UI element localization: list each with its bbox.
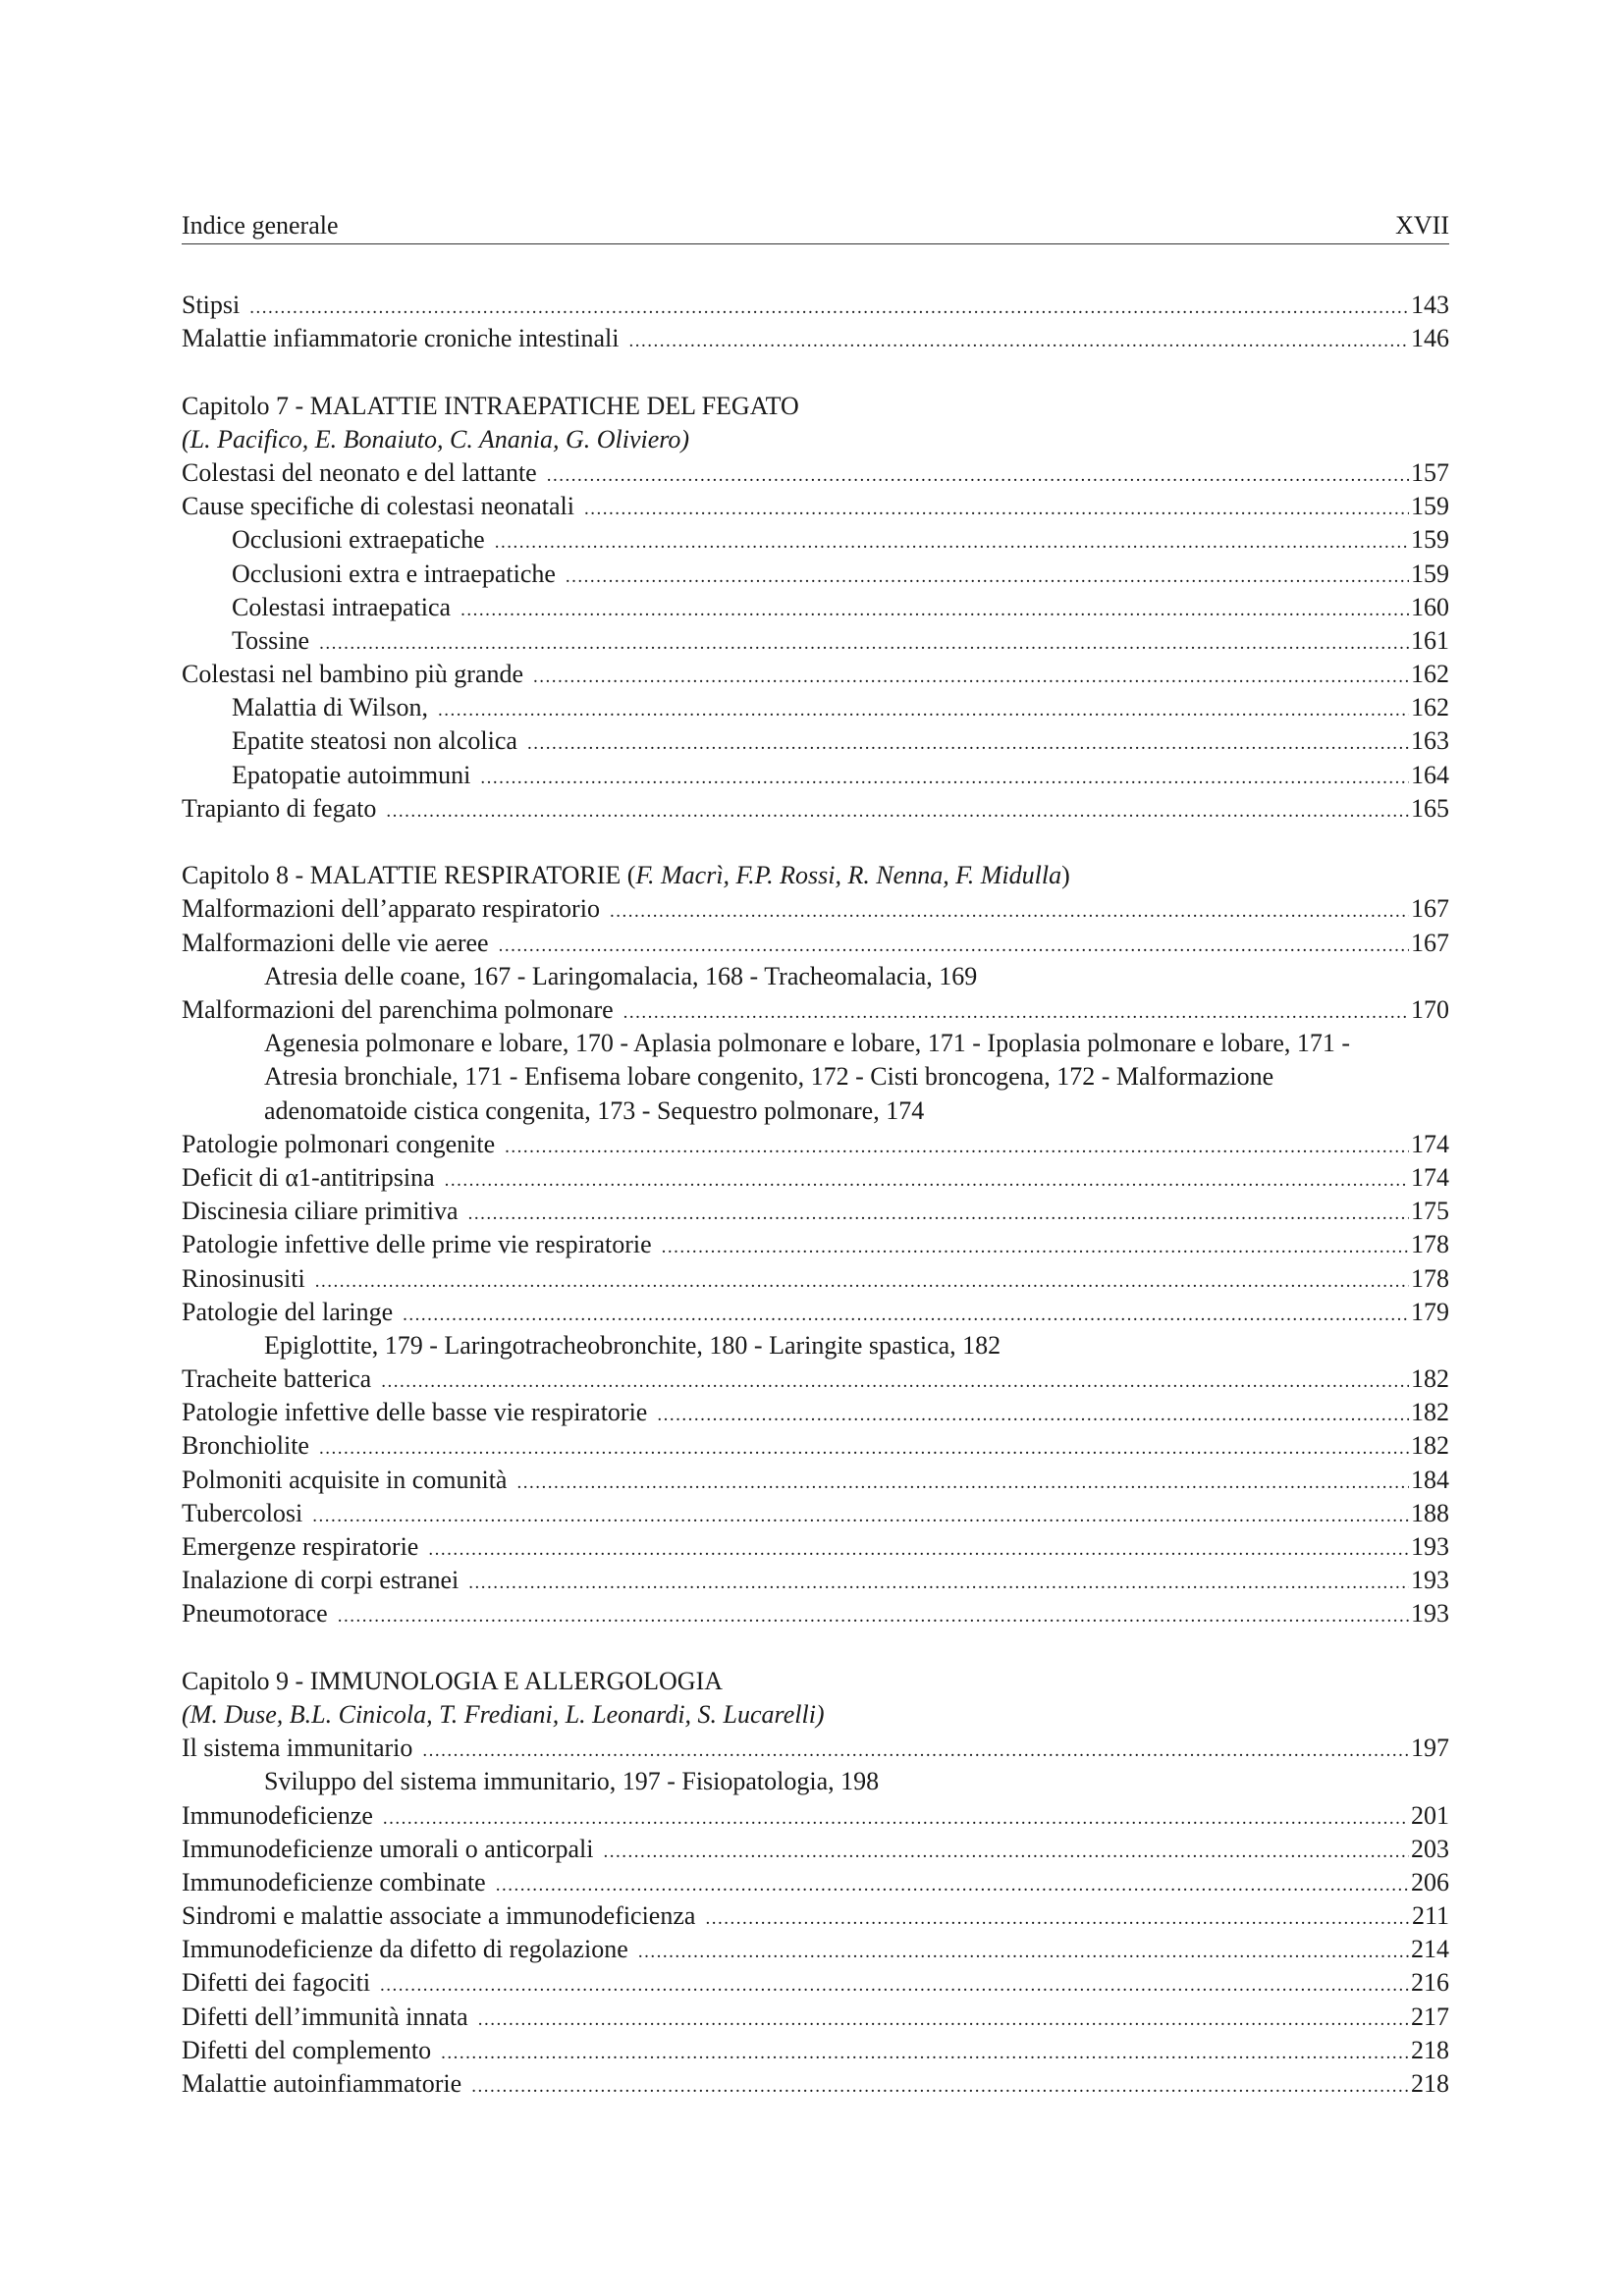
toc-entry[interactable] bbox=[182, 1966, 1449, 2000]
entry-title: Tracheite batterica bbox=[182, 1364, 372, 1394]
toc-entry[interactable] bbox=[182, 1799, 1449, 1833]
toc-entry[interactable] bbox=[182, 1530, 1449, 1564]
entry-title: Immunodeficienze da difetto di regolazione bbox=[182, 1935, 628, 1964]
entry-title: Malformazioni del parenchima polmonare bbox=[182, 994, 614, 1024]
chapter-authors-line: (M. Duse, B.L. Cinicola, T. Frediani, L. Leonardi, S. Lucarelli) bbox=[182, 1699, 825, 1729]
entry-title: Patologie infettive delle prime vie respiratorie bbox=[182, 1230, 652, 1259]
toc-subentry[interactable] bbox=[182, 759, 1449, 792]
entry-page-number: 163 bbox=[1411, 726, 1449, 756]
entry-page-number: 214 bbox=[1411, 1935, 1449, 1964]
toc-entry[interactable] bbox=[182, 1262, 1449, 1296]
entry-title: Colestasi nel bambino più grande bbox=[182, 660, 524, 689]
entry-page-number: 218 bbox=[1411, 2069, 1449, 2099]
entry-title: Deficit di α1-antitripsina bbox=[182, 1162, 435, 1192]
chapter-title: Capitolo 9 - IMMUNOLOGIA E ALLERGOLOGIA bbox=[182, 1666, 724, 1695]
dot-leader bbox=[527, 727, 1409, 761]
chapter-authors: L. Pacifico, E. Bonaiuto, C. Anania, G. Oliviero bbox=[189, 424, 681, 454]
running-header bbox=[182, 204, 1449, 244]
entry-title: Epatopatie autoimmuni bbox=[232, 760, 471, 789]
entry-title: Bronchiolite bbox=[182, 1431, 309, 1461]
dot-leader bbox=[319, 627, 1409, 661]
entry-page-number: 146 bbox=[1411, 324, 1449, 353]
dot-leader bbox=[428, 1533, 1409, 1567]
subtopic-list: Sviluppo del sistema immunitario, 197 - Fisiopatologia, 198 bbox=[264, 1767, 880, 1796]
dot-leader bbox=[468, 1198, 1409, 1231]
entry-page-number: 143 bbox=[1411, 291, 1449, 319]
entry-page-number: 167 bbox=[1411, 928, 1449, 957]
entry-page-number: 182 bbox=[1411, 1431, 1449, 1461]
section-spacer bbox=[182, 1631, 1449, 1665]
toc-entry[interactable] bbox=[182, 1195, 1449, 1228]
entry-page-number: 182 bbox=[1411, 1398, 1449, 1427]
entry-title: Patologie polmonari congenite bbox=[182, 1129, 496, 1158]
toc-entry[interactable] bbox=[182, 658, 1449, 691]
page bbox=[182, 204, 1449, 2101]
entry-page-number: 201 bbox=[1411, 1800, 1449, 1830]
dot-leader bbox=[315, 1265, 1409, 1299]
entry-page-number: 161 bbox=[1411, 625, 1449, 655]
dot-leader bbox=[603, 1836, 1409, 1869]
dot-leader bbox=[547, 459, 1409, 493]
entry-title: Malformazioni dell’apparato respiratorio bbox=[182, 894, 600, 924]
dot-leader bbox=[445, 1164, 1409, 1198]
toc-entry[interactable] bbox=[182, 1296, 1449, 1329]
chapter-title: Capitolo 8 - MALATTIE RESPIRATORIE bbox=[182, 861, 622, 890]
dot-leader bbox=[441, 2037, 1409, 2070]
toc-entry[interactable] bbox=[182, 1564, 1449, 1597]
entry-title: Immunodeficienze bbox=[182, 1800, 373, 1830]
toc-entry[interactable] bbox=[182, 1362, 1449, 1396]
running-header-title: Indice generale bbox=[182, 211, 339, 240]
entry-page-number: 218 bbox=[1411, 2035, 1449, 2064]
chapter-authors: M. Duse, B.L. Cinicola, T. Frediani, L. Leonardi, S. Lucarelli bbox=[189, 1699, 816, 1729]
entry-page-number: 188 bbox=[1411, 1498, 1449, 1527]
entry-page-number: 159 bbox=[1411, 559, 1449, 588]
chapter-title: Capitolo 7 - MALATTIE INTRAEPATICHE DEL FEGATO bbox=[182, 391, 799, 420]
entry-title: Malattie autoinfiammatorie bbox=[182, 2069, 462, 2099]
toc-entry[interactable] bbox=[182, 289, 1449, 322]
toc-subentry[interactable] bbox=[182, 624, 1449, 658]
toc-entry[interactable] bbox=[182, 1732, 1449, 1765]
dot-leader bbox=[638, 1936, 1409, 1969]
entry-page-number: 174 bbox=[1411, 1129, 1449, 1158]
subtopic-list: Epiglottite, 179 - Laringotracheobronchite, 180 - Laringite spastica, 182 bbox=[264, 1330, 1001, 1360]
chapter-authors: F. Macrì, F.P. Rossi, R. Nenna, F. Midulla bbox=[635, 861, 1062, 890]
entry-title: Difetti dell’immunità innata bbox=[182, 2002, 468, 2031]
toc-subentry[interactable] bbox=[182, 724, 1449, 758]
section-spacer bbox=[182, 355, 1449, 389]
dot-leader bbox=[584, 493, 1409, 526]
dot-leader bbox=[319, 1432, 1409, 1466]
entry-title: Difetti dei fagociti bbox=[182, 1968, 371, 1998]
dot-leader bbox=[478, 2003, 1409, 2037]
entry-title: Occlusioni extra e intraepatiche bbox=[232, 559, 556, 588]
entry-title: Emergenze respiratorie bbox=[182, 1532, 419, 1562]
toc-entry[interactable] bbox=[182, 456, 1449, 490]
toc-entry[interactable] bbox=[182, 1228, 1449, 1261]
entry-page-number: 165 bbox=[1411, 793, 1449, 823]
entry-page-number: 203 bbox=[1411, 1834, 1449, 1863]
dot-leader bbox=[338, 1600, 1409, 1633]
entry-page-number: 206 bbox=[1411, 1867, 1449, 1896]
entry-title: Inalazione di corpi estranei bbox=[182, 1566, 460, 1595]
entry-title: Pneumotorace bbox=[182, 1599, 328, 1629]
entry-page-number: 159 bbox=[1411, 492, 1449, 521]
toc-entry[interactable] bbox=[182, 322, 1449, 355]
entry-title: Il sistema immunitario bbox=[182, 1734, 413, 1763]
toc-entry[interactable] bbox=[182, 2067, 1449, 2101]
toc-entry[interactable] bbox=[182, 1899, 1449, 1933]
toc-entry[interactable] bbox=[182, 1396, 1449, 1429]
entry-page-number: 217 bbox=[1411, 2002, 1449, 2031]
dot-leader bbox=[460, 594, 1409, 627]
entry-title: Stipsi bbox=[182, 291, 241, 319]
entry-page-number: 179 bbox=[1411, 1297, 1449, 1326]
toc-entry[interactable] bbox=[182, 490, 1449, 523]
toc-entry[interactable] bbox=[182, 993, 1449, 1027]
entry-page-number: 162 bbox=[1411, 693, 1449, 722]
entry-page-number: 178 bbox=[1411, 1263, 1449, 1293]
entry-title: Patologie infettive delle basse vie respiratorie bbox=[182, 1398, 648, 1427]
entry-page-number: 159 bbox=[1411, 525, 1449, 555]
toc-entry[interactable] bbox=[182, 1429, 1449, 1463]
entry-page-number: 160 bbox=[1411, 592, 1449, 621]
dot-leader bbox=[468, 1567, 1409, 1600]
dot-leader bbox=[496, 1869, 1409, 1902]
entry-page-number: 175 bbox=[1411, 1197, 1449, 1226]
entry-page-number: 184 bbox=[1411, 1465, 1449, 1494]
entry-title: Malattie infiammatorie croniche intestinali bbox=[182, 324, 620, 353]
subtopic-list: Agenesia polmonare e lobare, 170 - Aplasia polmonare e lobare, 171 - Ipoplasia polmonare e lobare, 171 - Atresia bronchiale, 171 - Enfisema lobare congenito, 172 - Cisti broncogena, 172 - Malformazione adenomatoide cistica congenita, 173 - Sequestro polmonare, 174 bbox=[264, 1029, 1351, 1125]
toc-subentry[interactable] bbox=[182, 591, 1449, 624]
chapter-heading bbox=[182, 390, 1449, 423]
dot-leader bbox=[533, 661, 1409, 694]
toc-entry[interactable] bbox=[182, 1597, 1449, 1630]
entry-page-number: 193 bbox=[1411, 1599, 1449, 1629]
entry-page-number: 193 bbox=[1411, 1566, 1449, 1595]
entry-title: Tossine bbox=[232, 625, 310, 655]
toc-entry[interactable] bbox=[182, 1833, 1449, 1866]
toc-entry[interactable] bbox=[182, 892, 1449, 926]
dot-leader bbox=[381, 1365, 1409, 1399]
entry-title: Cause specifiche di colestasi neonatali bbox=[182, 492, 574, 521]
entry-title: Rinosinusiti bbox=[182, 1263, 305, 1293]
dot-leader bbox=[566, 561, 1409, 594]
entry-page-number: 182 bbox=[1411, 1364, 1449, 1394]
entry-title: Malattia di Wilson, bbox=[232, 693, 428, 722]
toc-entry[interactable] bbox=[182, 2034, 1449, 2067]
entry-title: Immunodeficienze combinate bbox=[182, 1867, 486, 1896]
dot-leader bbox=[403, 1299, 1409, 1332]
dot-leader bbox=[628, 325, 1409, 358]
toc-entry[interactable] bbox=[182, 792, 1449, 826]
dot-leader bbox=[312, 1500, 1409, 1533]
entry-title: Polmoniti acquisite in comunità bbox=[182, 1465, 508, 1494]
entry-page-number: 162 bbox=[1411, 660, 1449, 689]
dot-leader bbox=[657, 1399, 1409, 1432]
dot-leader bbox=[499, 930, 1409, 963]
dot-leader bbox=[505, 1131, 1409, 1164]
toc-subentry[interactable] bbox=[182, 523, 1449, 557]
toc-entry[interactable] bbox=[182, 1933, 1449, 1966]
entry-page-number: 174 bbox=[1411, 1162, 1449, 1192]
dot-leader bbox=[383, 1802, 1409, 1836]
entry-title: Tubercolosi bbox=[182, 1498, 303, 1527]
entry-title: Trapianto di fegato bbox=[182, 793, 377, 823]
dot-leader bbox=[705, 1902, 1410, 1936]
page-number-roman: XVII bbox=[1395, 211, 1449, 240]
toc-entry[interactable] bbox=[182, 1497, 1449, 1530]
dot-leader bbox=[662, 1231, 1409, 1264]
entry-page-number: 164 bbox=[1411, 760, 1449, 789]
entry-title: Colestasi del neonato e del lattante bbox=[182, 457, 537, 487]
entry-page-number: 216 bbox=[1411, 1968, 1449, 1998]
entry-title: Discinesia ciliare primitiva bbox=[182, 1197, 459, 1226]
table-of-contents bbox=[182, 289, 1449, 2101]
entry-title: Epatite steatosi non alcolica bbox=[232, 726, 517, 756]
entry-title: Occlusioni extraepatiche bbox=[232, 525, 485, 555]
dot-leader bbox=[610, 895, 1409, 929]
toc-entry[interactable] bbox=[182, 2001, 1449, 2034]
entry-title: Immunodeficienze umorali o anticorpali bbox=[182, 1834, 594, 1863]
dot-leader bbox=[380, 1969, 1409, 2002]
entry-page-number: 211 bbox=[1411, 1901, 1449, 1931]
toc-subentry[interactable] bbox=[182, 691, 1449, 724]
chapter-heading: Capitolo 8 - MALATTIE RESPIRATORIE (F. Macrì, F.P. Rossi, R. Nenna, F. Midulla) bbox=[182, 861, 1070, 890]
entry-title: Colestasi intraepatica bbox=[232, 592, 452, 621]
entry-page-number: 170 bbox=[1411, 994, 1449, 1024]
entry-title: Sindromi e malattie associate a immunodeficienza bbox=[182, 1901, 696, 1931]
toc-entry[interactable] bbox=[182, 1464, 1449, 1497]
dot-leader bbox=[480, 762, 1409, 795]
toc-entry[interactable] bbox=[182, 927, 1449, 960]
dot-leader bbox=[495, 526, 1409, 560]
section-spacer bbox=[182, 826, 1449, 859]
entry-title: Patologie del laringe bbox=[182, 1297, 394, 1326]
entry-page-number: 157 bbox=[1411, 457, 1449, 487]
toc-entry[interactable] bbox=[182, 1128, 1449, 1161]
dot-leader bbox=[249, 292, 1409, 325]
subtopic-list: Atresia delle coane, 167 - Laringomalacia, 168 - Tracheomalacia, 169 bbox=[264, 961, 978, 990]
entry-page-number: 178 bbox=[1411, 1230, 1449, 1259]
toc-entry[interactable] bbox=[182, 1866, 1449, 1899]
entry-page-number: 167 bbox=[1411, 894, 1449, 924]
dot-leader bbox=[516, 1467, 1409, 1500]
chapter-heading bbox=[182, 1665, 1449, 1698]
dot-leader bbox=[386, 795, 1409, 828]
entry-page-number: 193 bbox=[1411, 1532, 1449, 1562]
entry-page-number: 197 bbox=[1411, 1734, 1449, 1763]
toc-subentry[interactable] bbox=[182, 558, 1449, 591]
toc-entry[interactable] bbox=[182, 1161, 1449, 1195]
entry-title: Difetti del complemento bbox=[182, 2035, 432, 2064]
dot-leader bbox=[623, 996, 1409, 1030]
dot-leader bbox=[438, 694, 1409, 727]
chapter-authors-line: (L. Pacifico, E. Bonaiuto, C. Anania, G. Oliviero) bbox=[182, 424, 690, 454]
dot-leader bbox=[422, 1735, 1409, 1768]
entry-title: Malformazioni delle vie aeree bbox=[182, 928, 489, 957]
dot-leader bbox=[471, 2070, 1409, 2104]
